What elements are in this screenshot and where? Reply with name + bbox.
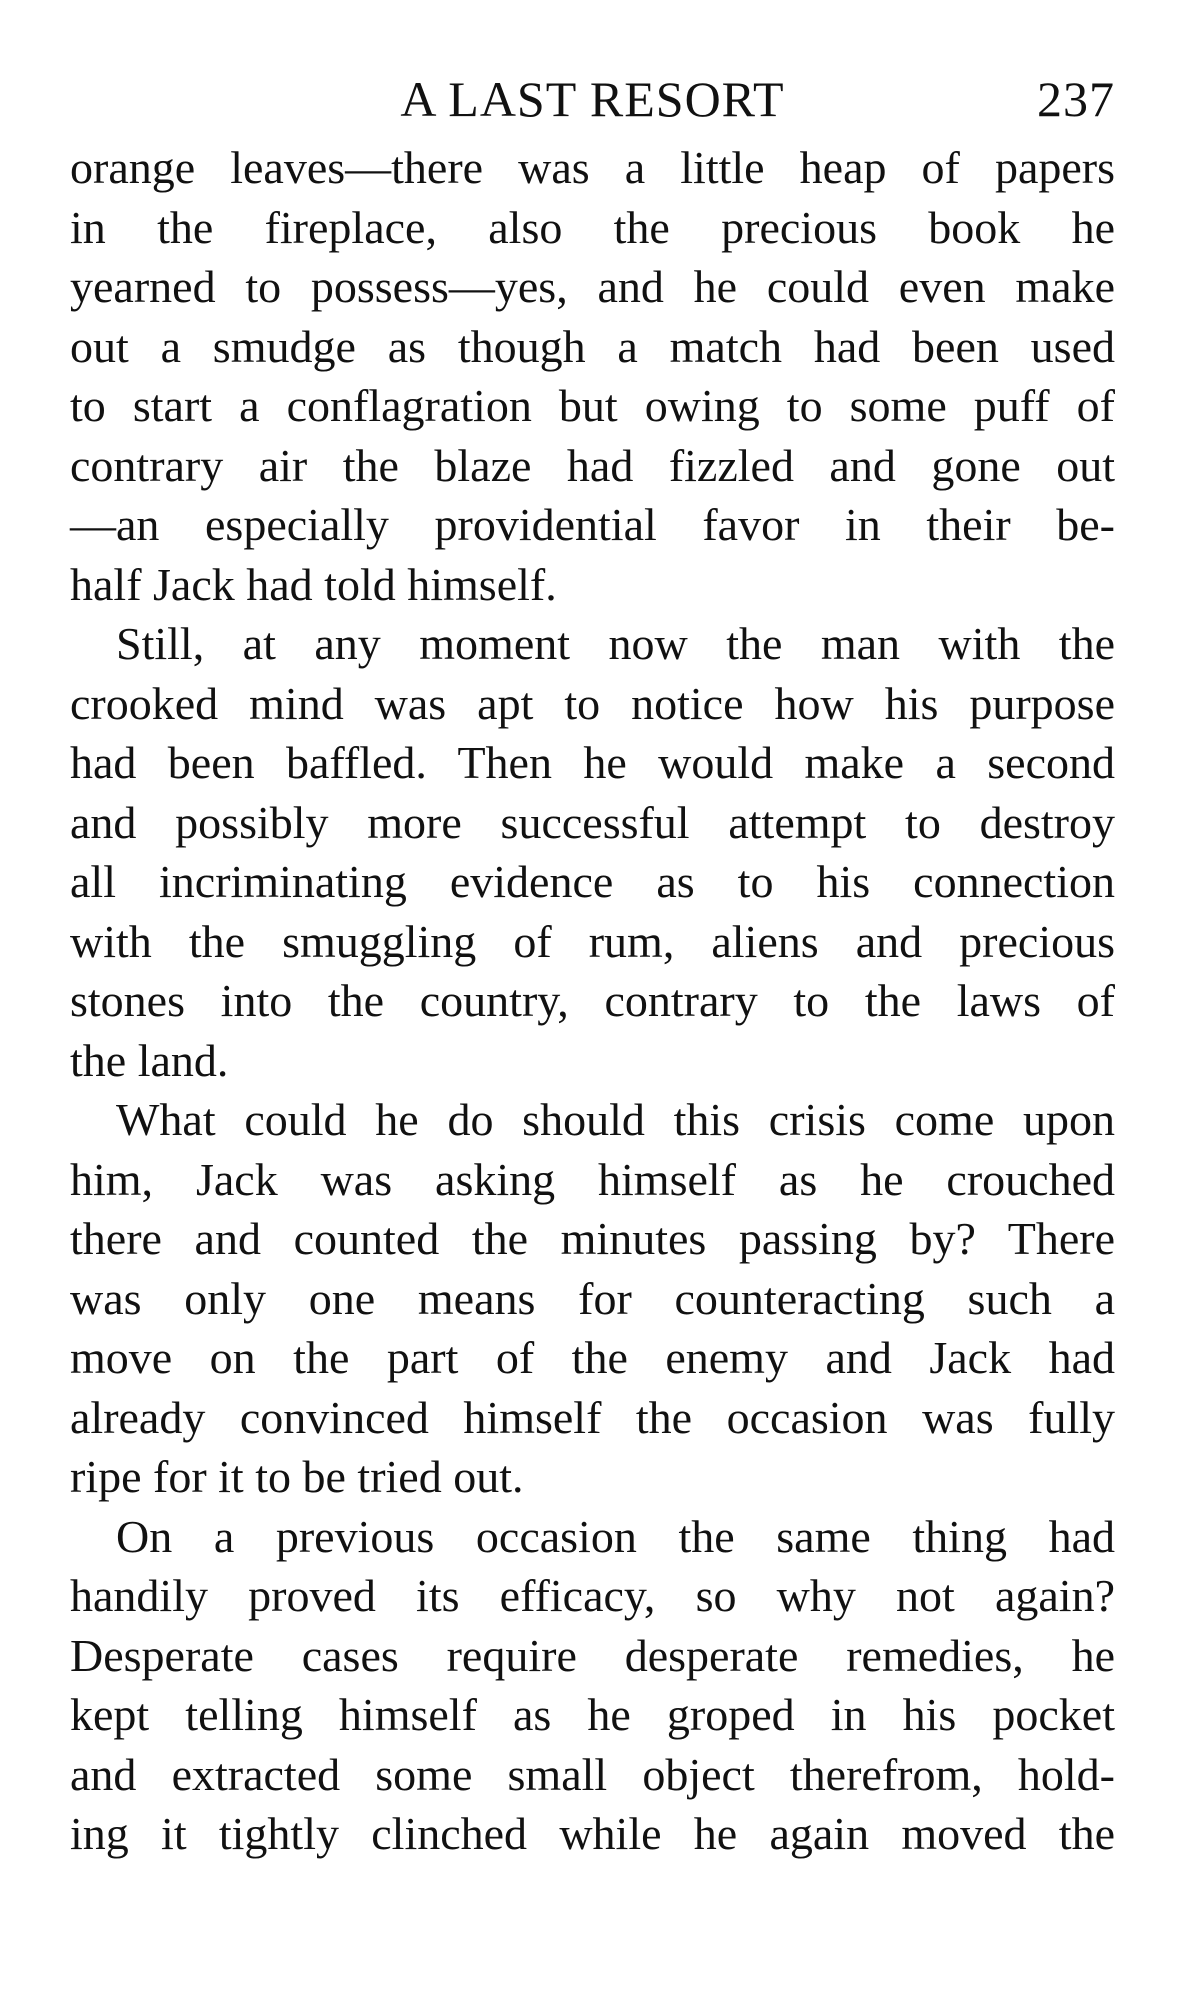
paragraph-2 bbox=[70, 614, 1115, 1090]
running-head bbox=[70, 60, 1115, 138]
text-line: Desperate cases require desperate remedies, he bbox=[70, 1629, 1115, 1681]
text-line: all incriminating evidence as to his connection bbox=[70, 856, 1115, 907]
text-line: crooked mind was apt to notice how his purpose bbox=[70, 677, 1115, 729]
text-line: out a smudge as though a match had been used bbox=[70, 320, 1115, 372]
text-line: yearned to possess—yes, and he could even make bbox=[70, 261, 1115, 312]
text-line: and possibly more successful attempt to destroy bbox=[70, 796, 1115, 848]
page-number: 237 bbox=[1037, 71, 1115, 127]
text-line: stones into the country, contrary to the laws of bbox=[70, 975, 1115, 1026]
text-line: On a previous occasion the same thing had bbox=[116, 1510, 1115, 1562]
text-line: ripe for it to be tried out. bbox=[70, 1451, 524, 1502]
text-line: had been baffled. Then he would make a second bbox=[70, 737, 1115, 788]
text-line: was only one means for counteracting such a bbox=[70, 1272, 1115, 1324]
text-line: half Jack had told himself. bbox=[70, 558, 557, 610]
text-line: Still, at any moment now the man with the bbox=[116, 618, 1115, 669]
text-line: there and counted the minutes passing by? There bbox=[70, 1213, 1115, 1264]
text-line: in the fireplace, also the precious book he bbox=[70, 201, 1115, 253]
text-line: with the smuggling of rum, aliens and precious bbox=[70, 915, 1115, 967]
body-text bbox=[70, 138, 1115, 1864]
text-line: already convinced himself the occasion was fully bbox=[70, 1391, 1115, 1443]
paragraph-1 bbox=[70, 138, 1115, 614]
running-title: A LAST RESORT bbox=[400, 71, 785, 127]
text-line: and extracted some small object therefrom, hold- bbox=[70, 1748, 1115, 1800]
text-line: handily proved its efficacy, so why not again? bbox=[70, 1570, 1115, 1621]
text-line: the land. bbox=[70, 1034, 229, 1086]
text-line: to start a conflagration but owing to some puff of bbox=[70, 380, 1115, 431]
text-line: ing it tightly clinched while he again moved the bbox=[70, 1808, 1115, 1859]
text-line: contrary air the blaze had fizzled and gone out bbox=[70, 439, 1115, 491]
paragraph-4 bbox=[70, 1507, 1115, 1864]
text-line: kept telling himself as he groped in his pocket bbox=[70, 1689, 1115, 1740]
text-line: him, Jack was asking himself as he crouched bbox=[70, 1153, 1115, 1205]
paragraph-3 bbox=[70, 1090, 1115, 1507]
text-line: What could he do should this crisis come upon bbox=[116, 1094, 1115, 1145]
text-line: move on the part of the enemy and Jack had bbox=[70, 1332, 1115, 1383]
text-line: —an especially providential favor in their be- bbox=[70, 499, 1115, 550]
text-line: orange leaves—there was a little heap of papers bbox=[70, 142, 1115, 193]
book-page bbox=[70, 60, 1115, 1864]
